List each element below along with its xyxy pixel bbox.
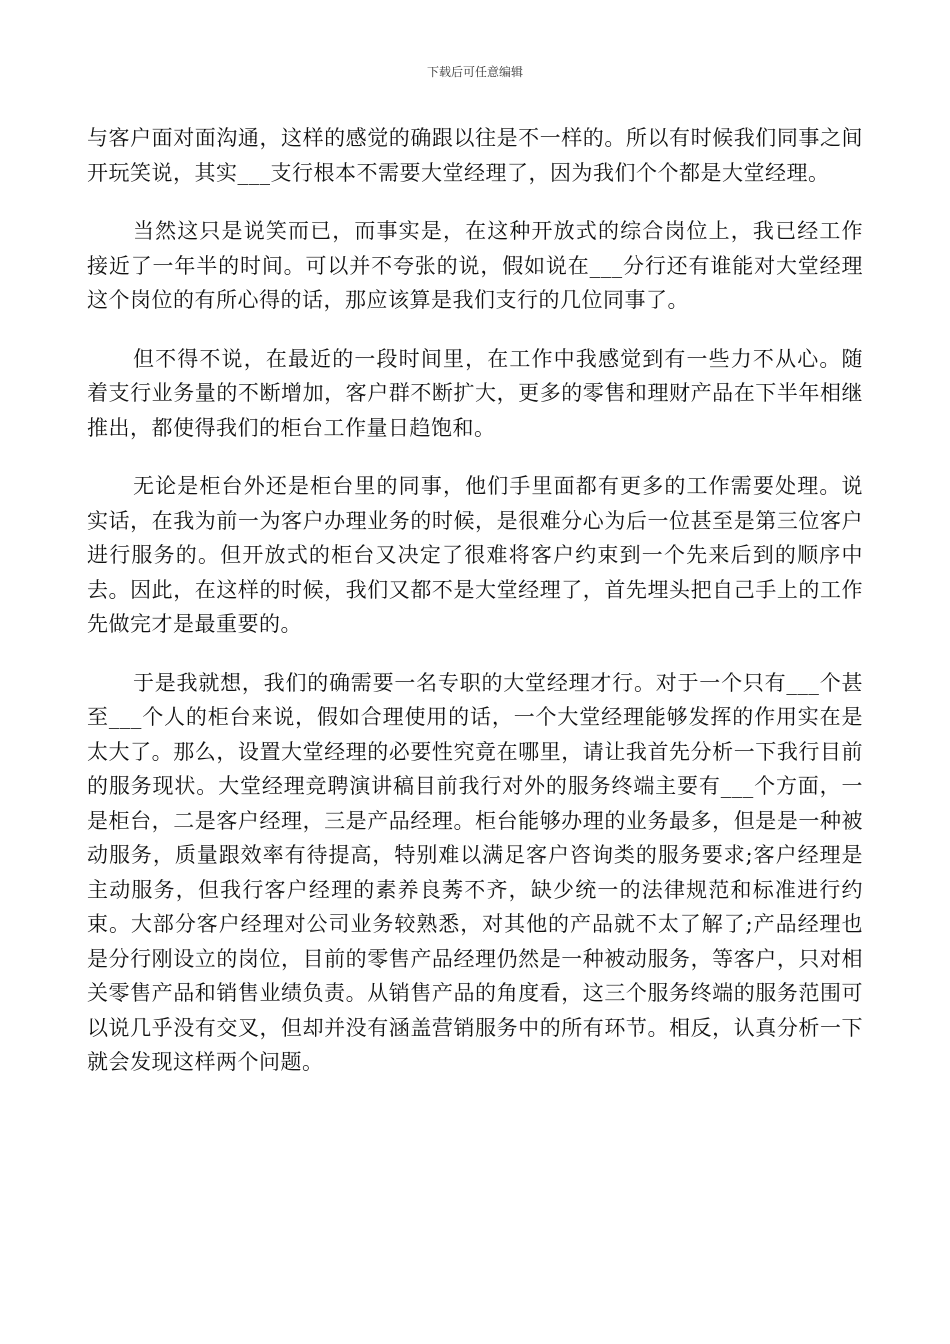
paragraph: 当然这只是说笑而已，而事实是，在这种开放式的综合岗位上，我已经工作接近了一年半的时间。可以并不夸张的说，假如说在___分行还有谁能对大堂经理这个岗位的有所心得的话，那应该算是我们支行的几位同事了。 — [87, 219, 863, 312]
page-header: 下载后可任意编辑 — [426, 65, 523, 79]
paragraph: 无论是柜台外还是柜台里的同事，他们手里面都有更多的工作需要处理。说实话，在我为前一为客户办理业务的时候，是很难分心为后一位甚至是第三位客户进行服务的。但开放式的柜台又决定了很难将客户约束到一个先来后到的顺序中去。因此，在这样的时候，我们又都不是大堂经理了，首先埋头把自己手上的工作先做完才是最重要的。 — [87, 474, 863, 636]
paragraph: 与客户面对面沟通，这样的感觉的确跟以往是不一样的。所以有时候我们同事之间开玩笑说，其实___支行根本不需要大堂经理了，因为我们个个都是大堂经理。 — [87, 126, 863, 185]
paragraph: 于是我就想，我们的确需要一名专职的大堂经理才行。对于一个只有___个甚至___个人的柜台来说，假如合理使用的话，一个大堂经理能够发挥的作用实在是太大了。那么，设置大堂经理的必要性究竟在哪里，请让我首先分析一下我行目前的服务现状。大堂经理竞聘演讲稿目前我行对外的服务终端主要有___个方面，一是柜台，二是客户经理，三是产品经理。柜台能够办理的业务最多，但是是一种被动服务，质量跟效率有待提高，特别难以满足客户咨询类的服务要求;客户经理是主动服务，但我行客户经理的素养良莠不齐，缺少统一的法律规范和标准进行约束。大部分客户经理对公司业务较熟悉，对其他的产品就不太了解了;产品经理也是分行刚设立的岗位，目前的零售产品经理仍然是一种被动服务，等客户，只对相关零售产品和销售业绩负责。从销售产品的角度看，这三个服务终端的服务范围可以说几乎没有交叉，但却并没有涵盖营销服务中的所有环节。相反，认真分析一下就会发现这样两个问题。 — [87, 670, 863, 1074]
document-body — [87, 121, 863, 1104]
paragraph: 但不得不说，在最近的一段时间里，在工作中我感觉到有一些力不从心。随着支行业务量的不断增加，客户群不断扩大，更多的零售和理财产品在下半年相继推出，都使得我们的柜台工作量日趋饱和。 — [87, 346, 863, 440]
